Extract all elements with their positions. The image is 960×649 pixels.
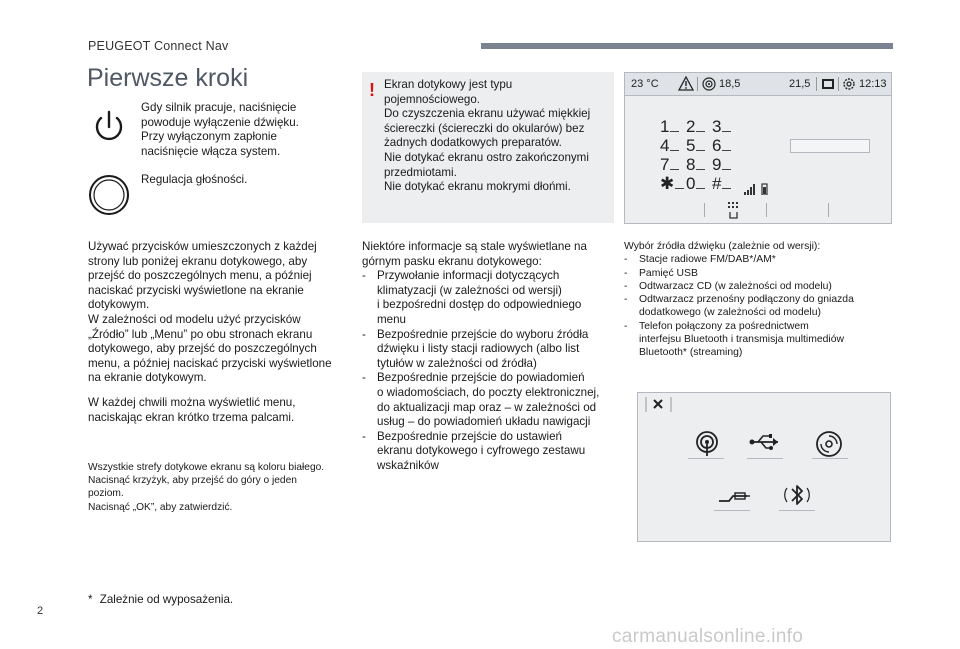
volume-knob-icon: [88, 174, 130, 216]
warning-mark: !: [369, 80, 375, 100]
footnote-mark: *: [88, 593, 93, 606]
key[interactable]: 3: [712, 117, 731, 137]
section-label: PEUGEOT Connect Nav: [88, 39, 229, 53]
status-bar: [624, 72, 892, 96]
key[interactable]: 4: [660, 136, 679, 156]
temperature[interactable]: 23 °C: [631, 78, 659, 90]
signal-battery-icon: [744, 182, 770, 200]
key[interactable]: 9: [712, 155, 731, 175]
divider: [697, 77, 698, 91]
usb-icon[interactable]: [748, 432, 782, 457]
volume-text: Regulacja głośności.: [141, 173, 248, 186]
close-x-icon[interactable]: [644, 396, 674, 419]
aux-cable-icon[interactable]: [717, 487, 751, 512]
key[interactable]: 8: [686, 155, 705, 175]
notification-icon[interactable]: [821, 77, 835, 94]
key[interactable]: 5: [686, 136, 705, 156]
phone-keypad: [654, 114, 744, 198]
divider: [714, 510, 750, 511]
list-item: - Bezpośrednie przejście do ustawień ekranu dotykowego i cyfrowego zestawu wskaźników: [362, 430, 620, 474]
divider: [688, 458, 724, 459]
list-item: - Odtwarzacz przenośny podłączony do gniazda dodatkowego (w zależności od modelu): [624, 293, 914, 320]
list-item: - Odtwarzacz CD (w zależności od modelu): [624, 280, 914, 293]
footnote-text: Zależnie od wyposażenia.: [99, 593, 234, 606]
list-item: - Pamięć USB: [624, 267, 914, 280]
number-display-field[interactable]: [790, 139, 870, 153]
divider: [838, 77, 839, 91]
watermark: carmanualsonline.info: [612, 626, 804, 647]
divider: [779, 510, 815, 511]
key[interactable]: 7: [660, 155, 679, 175]
paragraph-touch-zones: Wszystkie strefy dotykowe ekranu są koloru białego. Nacisnąć krzyżyk, aby przejść do góry o jeden poziom. Nacisnąć „OK”, aby zatwierdzić.: [88, 462, 325, 513]
key[interactable]: 2: [686, 117, 705, 137]
key[interactable]: 6: [712, 136, 731, 156]
page-number: 2: [37, 605, 44, 617]
divider: [747, 458, 783, 459]
divider: [812, 458, 848, 459]
power-button-icon: [88, 106, 130, 148]
list-item: - Telefon połączony za pośrednictwem interfejsu Bluetooth i transmisja multimediów Bluetooth* (streaming): [624, 320, 914, 360]
settings-gear-icon[interactable]: [842, 77, 856, 94]
key[interactable]: 0: [686, 174, 705, 194]
warning-text: Ekran dotykowy jest typu pojemnościowego. Do czyszczenia ekranu używać miękkiej ściereczki (ściereczki do okularów) bez żadnych dodatkowych preparatów. Nie dotykać ekranu ostro zakończonymi przedmiotami. Nie dotykać ekranu mokrymi dłońmi.: [384, 78, 591, 194]
header-bar: [481, 43, 893, 49]
footnote: [88, 593, 233, 608]
key[interactable]: 1: [660, 117, 679, 137]
radio-source-icon[interactable]: [691, 428, 723, 465]
left-number: 18,5: [719, 78, 741, 90]
list-item: - Przywołanie informacji dotyczących klimatyzacji (w zależności od wersji) i bezpośredni dostęp do odpowiedniego menu: [362, 269, 620, 327]
right-number: 21,5: [789, 78, 811, 90]
key[interactable]: #: [712, 174, 731, 194]
power-text: Gdy silnik pracuje, naciśnięcie powoduje wyłączenie dźwięku. Przy wyłączonym zapłonie naciśnięcie włącza system.: [141, 101, 299, 158]
clock: 12:13: [859, 78, 887, 90]
status-bar-description: Niektóre informacje są stale wyświetlane na górnym pasku ekranu dotykowego: - Przywołanie informacji dotyczących klimatyzacji (w zależności od wersji) i bezpośredni dostęp do odpowiedniego menu - Bezpośrednie przejście do wyboru źródła dźwięku i listy stacji radiowych (albo list tytułów w zależności od źródła) - Bezpośrednie przejście do powiadomień o wiadomościach, do poczty elektronicznej, do aktualizacji map oraz – w zależności od usług – do powiadomień układu nawigacji - Bezpośrednie przejście do ustawień ekranu dotykowego i cyfrowego zestawu wskaźników: [362, 240, 620, 474]
touchscreen-source-mock: [637, 392, 891, 542]
list-item: - Stacje radiowe FM/DAB*/AM*: [624, 253, 914, 266]
paragraph-three-fingers: W każdej chwili można wyświetlić menu, naciskając ekran krótko trzema palcami.: [88, 396, 296, 424]
radio-source-icon[interactable]: [702, 77, 716, 94]
list-item: - Bezpośrednie przejście do wyboru źródła dźwięku i listy stacji radiowych (albo list tytułów w zależności od źródła): [362, 328, 620, 372]
paragraph-buttons: Używać przycisków umieszczonych z każdej strony lub poniżej ekranu dotykowego, aby przejść do poszczególnych menu, a później naciskać przyciski wyświetlone na ekranie dotykowym. W zależności od modelu użyć przycisków „Źródło” lub „Menu” po obu stronach ekranu dotykowego, aby przejść do poszczególnych menu, a później naciskać przyciski wyświetlone na ekranie dotykowym.: [88, 240, 332, 385]
keypad-toggle-icon[interactable]: [727, 201, 741, 224]
warning-triangle-icon[interactable]: [678, 76, 694, 94]
bottom-buttons: [624, 200, 892, 224]
key[interactable]: ✱: [660, 174, 684, 194]
source-list: Wybór źródła dźwięku (zależnie od wersji): - Stacje radiowe FM/DAB*/AM* - Pamięć USB - Odtwarzacz CD (w zależności od modelu) - Odtwarzacz przenośny podłączony do gniazda dodatkowego (w zależności od modelu) - Telefon połączony za pośrednictwem interfejsu Bluetooth i transmisja multimediów Bluetooth* (streaming): [624, 240, 914, 360]
list-item: - Bezpośrednie przejście do powiadomień o wiadomościach, do poczty elektronicznej, do aktualizacji map oraz – w zależności od usług – do powiadomień układu nawigacji: [362, 371, 620, 429]
page-title: Pierwsze kroki: [87, 64, 249, 92]
divider: [816, 77, 817, 91]
